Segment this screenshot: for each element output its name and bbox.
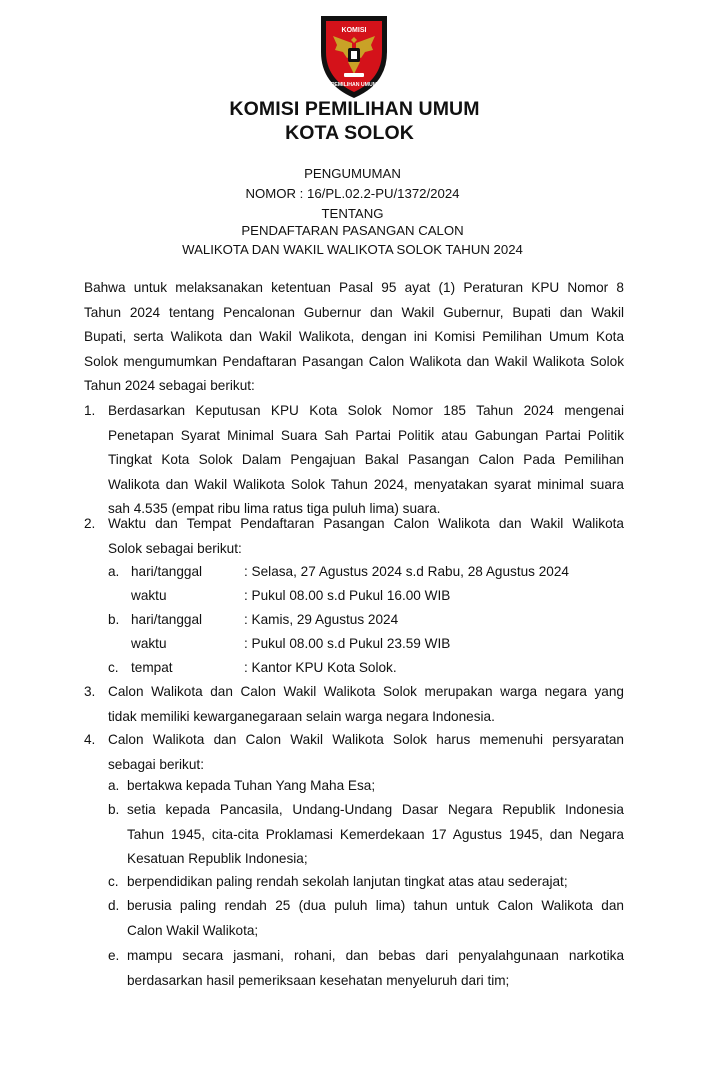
schedule-value: : Pukul 08.00 s.d Pukul 16.00 WIB <box>244 588 451 603</box>
item-line: Calon Walikota dan Calon Wakil Walikota Solok merupakan warga negara yang <box>108 684 624 699</box>
schedule-letter: b. <box>108 612 120 627</box>
subitem-line: Calon Wakil Walikota; <box>127 922 259 938</box>
subitem-line: mampu secara jasmani, rohani, dan bebas dari penyalahgunaan narkotika <box>127 948 624 963</box>
intro-paragraph <box>84 276 624 399</box>
announcement-title: PENGUMUMAN <box>304 166 401 181</box>
subitem-letter: a. <box>108 778 120 793</box>
schedule-label: tempat <box>131 660 173 675</box>
item-line: Walikota dan Wakil Walikota Solok Tahun 2024, menyatakan syarat minimal suara <box>108 476 624 492</box>
schedule-label: waktu <box>131 636 167 651</box>
item-line: tidak memiliki kewarganegaraan selain warga negara Indonesia. <box>108 708 495 724</box>
item-line: Tingkat Kota Solok Dalam Pengajuan Bakal Pasangan Calon Pada Pemilihan <box>108 452 624 467</box>
announcement-about: TENTANG <box>321 206 384 221</box>
kpu-logo <box>315 12 393 100</box>
subitem-line: Kesatuan Republik Indonesia; <box>127 851 308 866</box>
intro-line: Tahun 2024 sebagai berikut: <box>84 378 255 393</box>
announcement-number: NOMOR : 16/PL.02.2-PU/1372/2024 <box>245 186 460 201</box>
organization-city: KOTA SOLOK <box>285 122 414 144</box>
subitem-line: berusia paling rendah 25 (dua puluh lima) tahun untuk Calon Walikota dan <box>127 898 624 913</box>
subitem-text <box>127 774 624 799</box>
logo-text-top: KOMISI <box>341 27 367 34</box>
subitem-text <box>127 944 624 993</box>
schedule-letter: c. <box>108 660 119 675</box>
announcement-subject-1: PENDAFTARAN PASANGAN CALON <box>241 223 464 238</box>
schedule-value: : Kantor KPU Kota Solok. <box>244 660 397 675</box>
intro-line: Bahwa untuk melaksanakan ketentuan Pasal 95 ayat (1) Peraturan KPU Nomor 8 <box>84 280 624 295</box>
schedule-label: hari/tanggal <box>131 564 203 579</box>
intro-line: Tahun 2024 tentang Pencalonan Gubernur dan Wakil Gubernur, Bupati dan Wakil <box>84 304 624 320</box>
schedule-value: : Selasa, 27 Agustus 2024 s.d Rabu, 28 Agustus 2024 <box>244 564 569 579</box>
organization-name: KOMISI PEMILIHAN UMUM <box>229 98 480 120</box>
item-line: Waktu dan Tempat Pendaftaran Pasangan Calon Walikota dan Wakil Walikota <box>108 516 624 531</box>
item-number: 3. <box>84 684 96 699</box>
subitem-letter: c. <box>108 874 119 889</box>
item-line: Solok sebagai berikut: <box>108 540 242 556</box>
schedule-label: waktu <box>131 588 167 603</box>
item-line: sah 4.535 (empat ribu lima ratus tiga puluh lima) suara. <box>108 501 441 516</box>
intro-line: Solok mengumumkan Pendaftaran Pasangan Calon Walikota dan Wakil Walikota Solok <box>84 353 624 369</box>
intro-line: Bupati, serta Walikota dan Wakil Walikota, dengan ini Komisi Pemilihan Umum Kota <box>84 329 624 344</box>
item-line: sebagai berikut: <box>108 756 204 772</box>
subitem-line: Tahun 1945, cita-cita Proklamasi Kemerdekaan 17 Agustus 1945, dan Negara <box>127 826 624 842</box>
schedule-value: : Kamis, 29 Agustus 2024 <box>244 612 399 627</box>
item-number: 2. <box>84 516 96 531</box>
item-2-text <box>108 512 624 561</box>
subitem-text <box>127 798 624 872</box>
item-3-text <box>108 680 624 729</box>
subitem-line: bertakwa kepada Tuhan Yang Maha Esa; <box>127 778 376 793</box>
subitem-line: berpendidikan paling rendah sekolah lanjutan tingkat atas atau sederajat; <box>127 874 568 889</box>
item-line: Penetapan Syarat Minimal Suara Sah Partai Politik atau Gabungan Partai Politik <box>108 427 624 443</box>
subitem-letter: d. <box>108 898 120 913</box>
item-4-text <box>108 728 624 777</box>
subitem-text <box>127 894 624 943</box>
subitem-line: setia kepada Pancasila, Undang-Undang Dasar Negara Republik Indonesia <box>127 802 624 817</box>
announcement-subject-2: WALIKOTA DAN WAKIL WALIKOTA SOLOK TAHUN 2024 <box>182 242 523 257</box>
item-number: 1. <box>84 403 96 418</box>
schedule-label: hari/tanggal <box>131 612 203 627</box>
logo-text-bottom: PEMILIHAN UMUM <box>330 82 378 88</box>
subitem-line: berdasarkan hasil pemeriksaan kesehatan menyeluruh dari tim; <box>127 972 510 988</box>
item-line: Berdasarkan Keputusan KPU Kota Solok Nomor 185 Tahun 2024 mengenai <box>108 403 624 418</box>
item-1-text <box>108 399 624 522</box>
item-number: 4. <box>84 732 96 747</box>
subitem-letter: b. <box>108 802 120 817</box>
schedule-letter: a. <box>108 564 120 579</box>
subitem-letter: e. <box>108 948 120 963</box>
schedule-value: : Pukul 08.00 s.d Pukul 23.59 WIB <box>244 636 451 651</box>
item-line: Calon Walikota dan Calon Wakil Walikota Solok harus memenuhi persyaratan <box>108 732 624 747</box>
subitem-text <box>127 870 624 895</box>
